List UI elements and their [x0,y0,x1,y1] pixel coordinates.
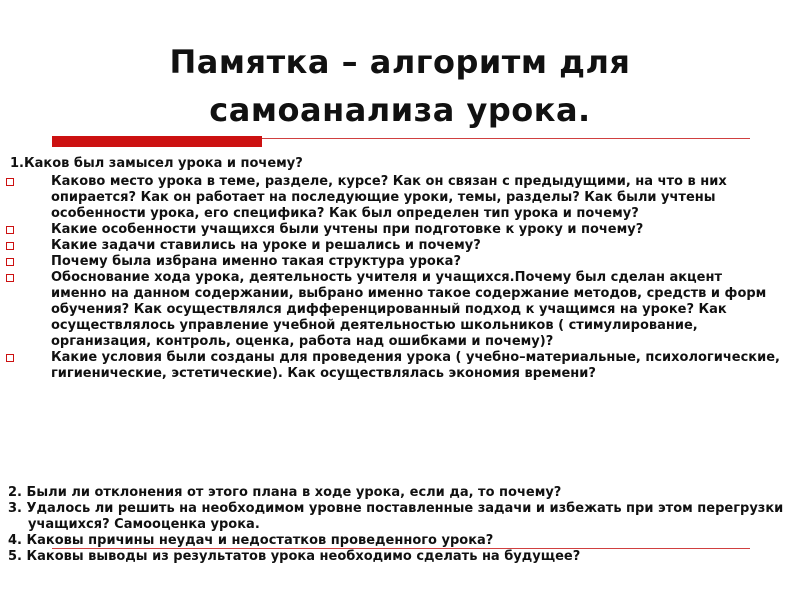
bullet-item [0,270,780,350]
square-bullet-icon [6,258,14,266]
accent-bar [52,136,262,147]
square-bullet-icon [6,274,14,282]
title-line-2: самоанализа урока. [209,91,591,129]
bullet-text: Какие условия были созданы для проведения урока ( учебно–материальные, психологические, гигиенические, эстетические). Как осуществлялась экономия времени? [51,350,780,381]
bullet-item [0,254,780,270]
square-bullet-icon [6,242,14,250]
bullet-text: Почему была избрана именно такая структура урока? [51,254,461,269]
slide-title [40,38,760,134]
bullet-text: Каково место урока в теме, разделе, курсе? Как он связан с предыдущими, на что в них опирается? Как он работает на последующие уроки, темы, разделы? Как были учтены особенности урока, его специфика? Как был определен тип урока и почему? [51,174,727,221]
question-1: 1.Каков был замысел урока и почему? [10,156,303,171]
title-line-1: Памятка – алгоритм для [169,43,631,81]
square-bullet-icon [6,226,14,234]
bullet-item [0,174,780,222]
square-bullet-icon [6,178,14,186]
question-3: 3. Удалось ли решить на необходимом уровне поставленные задачи и избежать при этом перегрузки учащихся? Самооценка урока. [8,501,784,532]
bullet-item [0,238,780,254]
square-bullet-icon [6,354,14,362]
bullet-text: Какие особенности учащихся были учтены при подготовке к уроку и почему? [51,222,644,237]
bullet-text: Какие задачи ставились на уроке и решались и почему? [51,238,481,253]
question-4: 4. Каковы причины неудач и недостатков проведенного урока? [8,533,494,548]
bullet-item [0,222,780,238]
bullet-text: Обоснование хода урока, деятельность учителя и учащихся.Почему был сделан акцент именно на данном содержании, выбрано именно такое содержание методов, средств и форм обучения? Как осуществлялся дифференцированный подход к учащимся на уроке? Как осуществлялось управление учебной деятельностью школьников ( стимулирование, организация, контроль, оценка, работа над ошибками и почему)? [51,270,767,349]
question-2: 2. Были ли отклонения от этого плана в ходе урока, если да, то почему? [8,485,562,500]
numbered-questions [8,485,788,565]
question-5: 5. Каковы выводы из результатов урока необходимо сделать на будущее? [8,549,581,564]
bullet-list [0,174,780,382]
bullet-item [0,350,780,382]
bottom-divider [52,548,750,549]
